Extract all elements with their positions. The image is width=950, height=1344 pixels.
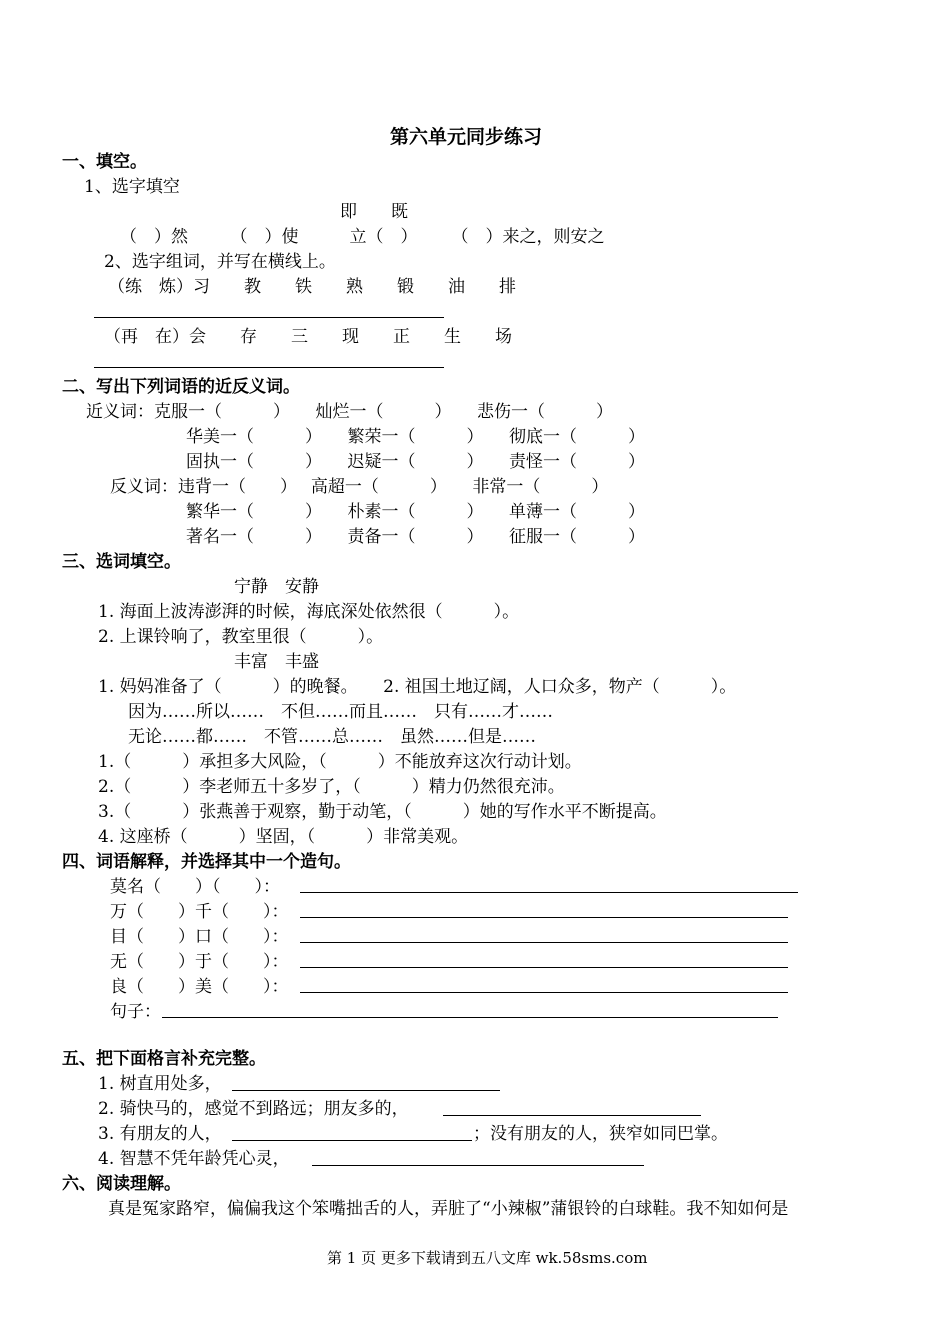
antonym-row-1: 反义词：违背一（ ） 高超一（ ） 非常一（ ） — [110, 477, 609, 497]
proverb-4-answer-line[interactable] — [312, 1165, 644, 1166]
proverb-2-answer-line[interactable] — [443, 1115, 701, 1116]
word-choice-2: 丰富 丰盛 — [234, 652, 319, 672]
section-2-heading: 二、写出下列词语的近反义词。 — [62, 377, 300, 397]
idiom-5-answer-line[interactable] — [300, 992, 788, 993]
page-footer: 第 1 页 更多下载请到五八文库 wk.58sms.com — [327, 1249, 648, 1267]
fill-line-2: 2. 上课铃响了，教室里很（ ）。 — [98, 627, 384, 647]
q2-label: 2、选字组词，并写在横线上。 — [104, 252, 336, 272]
synonym-row-3: 固执一（ ） 迟疑一（ ） 责怪一（ ） — [186, 452, 645, 472]
antonym-row-2: 繁华一（ ） 朴素一（ ） 单薄一（ ） — [186, 502, 645, 522]
proverb-4: 4. 智慧不凭年龄凭心灵， — [98, 1149, 290, 1169]
idiom-5: 良（ ）美（ ）： — [110, 977, 289, 997]
synonym-row-1: 近义词：克服一（ ） 灿烂一（ ） 悲伤一（ ） — [86, 402, 613, 422]
idiom-4-answer-line[interactable] — [300, 967, 788, 968]
sentence-answer-line[interactable] — [162, 1017, 778, 1018]
q2-answer-line-2[interactable] — [94, 367, 444, 368]
word-choice-1: 宁静 安静 — [234, 577, 319, 597]
section-3-heading: 三、选词填空。 — [62, 552, 181, 572]
proverb-3a: 3. 有朋友的人， — [98, 1124, 222, 1144]
section-5-heading: 五、把下面格言补充完整。 — [62, 1049, 266, 1069]
antonym-row-3: 著名一（ ） 责备一（ ） 征服一（ ） — [186, 527, 645, 547]
reading-paragraph: 真是冤家路窄，偏偏我这个笨嘴拙舌的人，弄脏了“小辣椒”蒲银铃的白球鞋。我不知如何是 — [108, 1199, 789, 1219]
idiom-1-answer-line[interactable] — [300, 892, 798, 893]
idiom-1: 莫名（ ）（ ）： — [110, 877, 280, 897]
idiom-3-answer-line[interactable] — [300, 942, 788, 943]
q2-answer-line-1[interactable] — [94, 317, 444, 318]
fill-line-7: 4. 这座桥（ ）坚固，（ ）非常美观。 — [98, 827, 469, 847]
q2-row2: （再 在）会 存 三 现 正 生 场 — [104, 327, 512, 347]
fill-line-1: 1. 海面上波涛澎湃的时候，海底深处依然很（ ）。 — [98, 602, 520, 622]
fill-line-3: 1. 妈妈准备了（ ）的晚餐。 2. 祖国土地辽阔，人口众多，物产（ ）。 — [98, 677, 737, 697]
page-title: 第六单元同步练习 — [390, 126, 543, 148]
idiom-3: 目（ ）口（ ）： — [110, 927, 289, 947]
synonym-row-2: 华美一（ ） 繁荣一（ ） 彻底一（ ） — [186, 427, 645, 447]
fill-line-5: 2.（ ）李老师五十多岁了，（ ）精力仍然很充沛。 — [98, 777, 565, 797]
proverb-1: 1. 树直用处多， — [98, 1074, 222, 1094]
q2-row1: （练 炼）习 教 铁 熟 锻 油 排 — [108, 277, 516, 297]
q1-line: （ ）然 （ ）使 立（ ） （ ）来之，则安之 — [120, 227, 605, 247]
connective-choices-2: 无论……都…… 不管……总…… 虽然……但是…… — [128, 727, 536, 747]
sentence-label: 句子： — [110, 1002, 161, 1022]
proverb-3b: ；没有朋友的人，狭窄如同巴掌。 — [473, 1124, 728, 1144]
connective-choices-1: 因为……所以…… 不但……而且…… 只有……才…… — [128, 702, 553, 722]
fill-line-4: 1.（ ）承担多大风险，（ ）不能放弃这次行动计划。 — [98, 752, 582, 772]
idiom-2: 万（ ）千（ ）： — [110, 902, 289, 922]
q1-label: 1、选字填空 — [84, 177, 180, 197]
section-6-heading: 六、阅读理解。 — [62, 1174, 181, 1194]
idiom-4: 无（ ）于（ ）： — [110, 952, 289, 972]
idiom-2-answer-line[interactable] — [300, 917, 788, 918]
proverb-1-answer-line[interactable] — [232, 1090, 500, 1091]
section-4-heading: 四、词语解释，并选择其中一个造句。 — [62, 852, 351, 872]
fill-line-6: 3.（ ）张燕善于观察，勤于动笔，（ ）她的写作水平不断提高。 — [98, 802, 667, 822]
proverb-3-answer-line[interactable] — [232, 1140, 472, 1141]
proverb-2: 2. 骑快马的，感觉不到路远；朋友多的， — [98, 1099, 409, 1119]
q1-chars: 即 既 — [340, 202, 408, 222]
section-1-heading: 一、填空。 — [62, 152, 147, 172]
